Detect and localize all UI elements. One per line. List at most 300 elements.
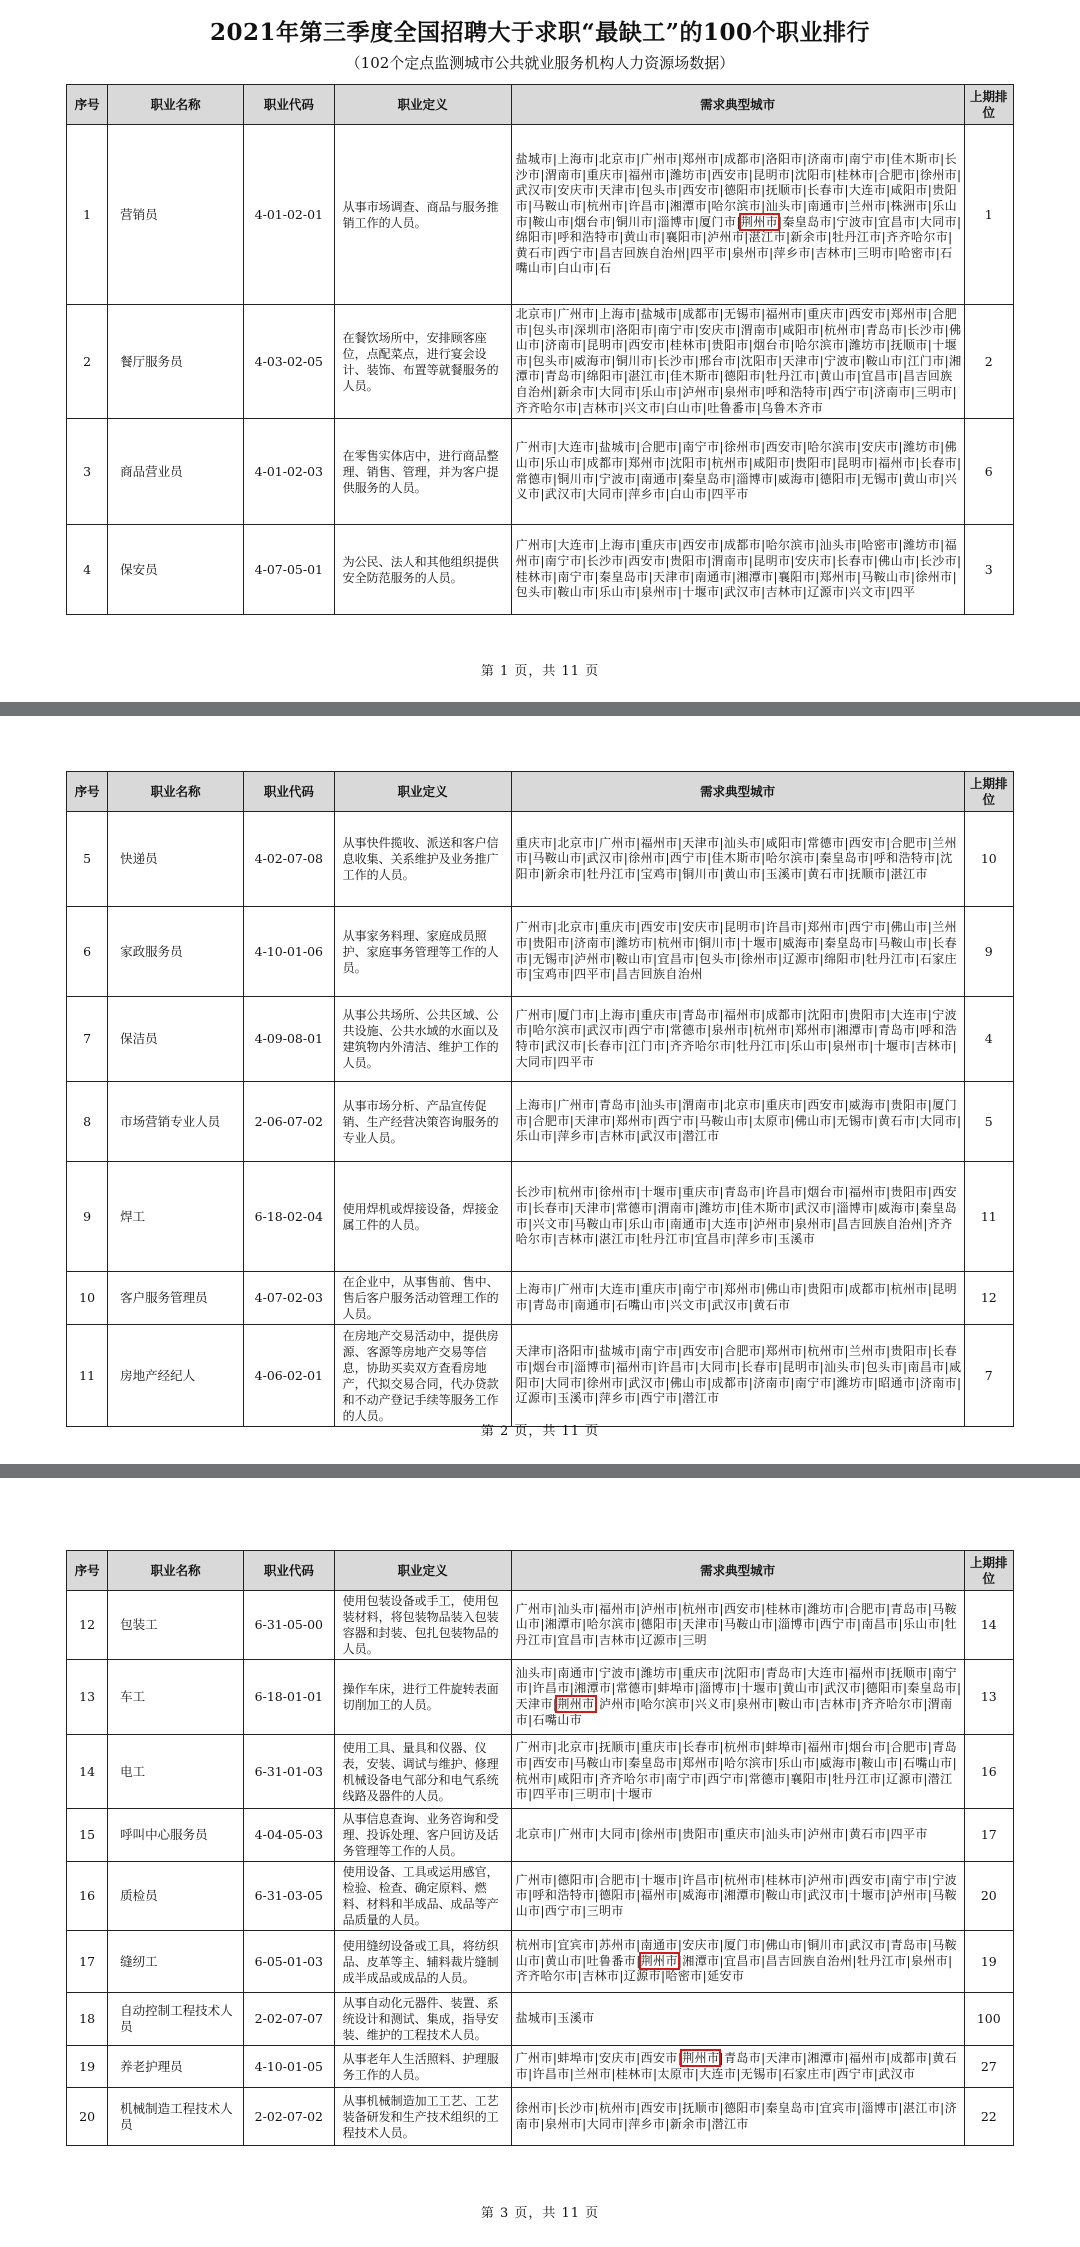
demand-cities: 广州市|北京市|抚顺市|重庆市|长春市|杭州市|蚌埠市|福州市|烟台市|合肥市|青岛市|西安市|马鞍山市|秦皇岛市|郑州市|哈尔滨市|乐山市|威海市|鞍山市|石嘴山市|杭州市|咸阳市|齐齐哈尔市|南宁市|西宁市|常德市|襄阳市|牡丹江市|辽源市|潜江市|四平市|三明市|十堰市 — [511, 1735, 964, 1809]
city-name: 贵阳市 — [890, 1344, 928, 1359]
city-name: 济南市 — [753, 1375, 791, 1390]
city-name: 南通市 — [694, 569, 732, 584]
demand-cities: 北京市|广州市|大同市|徐州市|贵阳市|重庆市|汕头市|泸州市|黄石市|四平市 — [511, 1809, 964, 1862]
city-name: 马鞍山市 — [532, 198, 583, 213]
city-name: 萍乡市 — [736, 1232, 774, 1247]
city-name: 青岛市 — [532, 1298, 570, 1312]
row-number: 8 — [67, 1082, 108, 1162]
city-name: 青岛市 — [765, 1665, 803, 1680]
city-name: 牡丹江市 — [865, 951, 916, 966]
row-number: 19 — [67, 2046, 108, 2088]
city-name: 佳木斯市 — [669, 369, 720, 384]
city-name: 抚顺市 — [890, 1665, 928, 1680]
previous-rank: 19 — [964, 1931, 1013, 1993]
city-name: 呼和浩特市 — [873, 851, 936, 866]
city-name: 秦皇岛市 — [515, 1200, 958, 1231]
city-name: 南宁市 — [557, 569, 595, 584]
city-name: 天津市 — [574, 1200, 612, 1215]
row-number: 2 — [67, 305, 108, 419]
city-name: 成都市 — [711, 1375, 749, 1390]
table-row — [67, 907, 1014, 997]
city-name: 淄博市 — [699, 1681, 737, 1696]
city-name: 长春市 — [532, 1200, 570, 1215]
city-name: 淄博市 — [836, 1200, 874, 1215]
city-name: 长沙市 — [515, 152, 958, 182]
city-name: 广州市 — [515, 440, 553, 455]
city-name: 渭南市 — [657, 1200, 695, 1215]
city-name: 鞍山市 — [778, 1697, 816, 1711]
city-name: 佛山市 — [765, 1282, 803, 1297]
city-name: 上海市 — [515, 1282, 553, 1297]
previous-rank: 7 — [964, 1325, 1013, 1427]
city-name: 福州市 — [765, 307, 803, 321]
city-name: 咸阳市 — [557, 1771, 595, 1786]
city-name: 泸州市 — [682, 384, 720, 399]
highlighted-city: 荆州市 — [557, 1697, 595, 1711]
table-header-row — [67, 85, 1014, 125]
city-name: 呼和浩特市 — [532, 1888, 595, 1903]
city-name: 鞍山市 — [532, 214, 570, 229]
city-name: 南通市 — [640, 1938, 678, 1953]
city-name: 西安市 — [640, 2050, 678, 2065]
document-page-1 — [0, 0, 1080, 700]
city-name: 洛阳市 — [557, 1344, 595, 1359]
city-name: 天津市 — [682, 835, 720, 850]
occupation-code: 6-18-01-01 — [244, 1660, 335, 1735]
ranking-table-page-3 — [66, 1550, 1014, 2146]
city-name: 泉州市 — [736, 1697, 774, 1711]
city-name: 马鞍山市 — [515, 1888, 958, 1918]
city-name: 宜昌市 — [557, 1632, 595, 1647]
demand-cities: 广州市|德阳市|合肥市|十堰市|许昌市|杭州市|桂林市|泸州市|西安市|南宁市|宁波市|呼和浩特市|德阳市|福州市|威海市|湘潭市|鞍山市|武汉市|十堰市|泸州市|马鞍山市|西宁市|三明市 — [511, 1862, 964, 1931]
city-name: 武汉市 — [824, 1681, 862, 1696]
city-name: 长春市 — [515, 935, 958, 966]
city-name: 常德市 — [615, 1200, 654, 1215]
city-name: 南通市 — [557, 1665, 595, 1680]
city-name: 十堰市 — [640, 1872, 678, 1887]
city-name: 厦门市 — [723, 1938, 762, 1953]
city-name: 江门市 — [907, 353, 945, 368]
city-name: 泸州市 — [574, 951, 612, 966]
city-name: 吉林市 — [582, 400, 620, 415]
city-name: 西安市 — [628, 554, 666, 569]
ranking-table-page-2 — [66, 771, 1014, 1427]
city-name: 铜川市 — [615, 353, 654, 368]
city-name: 鞍山市 — [615, 951, 654, 966]
previous-rank: 11 — [964, 1162, 1013, 1272]
city-name: 兰州市 — [574, 2066, 612, 2081]
city-name: 北京市 — [515, 1827, 553, 1842]
city-name: 齐齐哈尔市 — [515, 1969, 578, 1984]
city-name: 哈尔滨市 — [794, 338, 845, 353]
city-name: 黄山市 — [623, 230, 661, 245]
city-name: 杭州市 — [515, 1771, 553, 1786]
row-number: 5 — [67, 812, 108, 907]
city-name: 成都市 — [586, 456, 624, 471]
city-name: 蚌埠市 — [557, 2050, 595, 2065]
demand-cities: 徐州市|长沙市|杭州市|西安市|抚顺市|德阳市|秦皇岛市|宜宾市|淄博市|湛江市|济南市|泉州市|大同市|萍乡市|新余市|潜江市 — [511, 2088, 964, 2146]
previous-rank: 17 — [964, 1809, 1013, 1862]
city-name: 烟台市 — [574, 214, 612, 229]
city-name: 德阳市 — [598, 1888, 637, 1903]
city-name: 淄博市 — [736, 471, 774, 486]
city-name: 玉溪市 — [557, 2011, 595, 2026]
city-name: 湘潭市 — [544, 1617, 583, 1632]
city-name: 郑州市 — [807, 920, 845, 935]
city-name: 佛山市 — [765, 1938, 803, 1953]
city-name: 佳木斯市 — [711, 851, 762, 866]
occupation-name: 保洁员 — [108, 997, 244, 1082]
city-name: 咸阳市 — [753, 456, 791, 471]
city-name: 江门市 — [628, 1039, 666, 1053]
city-name: 威海市 — [682, 1888, 720, 1903]
city-name: 延安市 — [707, 1969, 745, 1984]
row-number: 6 — [67, 907, 108, 997]
city-name: 佛山市 — [515, 322, 962, 353]
city-name: 石嘴山市 — [615, 1298, 666, 1312]
city-name: 黄山市 — [544, 1953, 583, 1968]
previous-rank: 2 — [964, 305, 1013, 419]
city-name: 合肥市 — [640, 440, 678, 455]
occupation-name: 缝纫工 — [108, 1931, 244, 1993]
city-name: 无锡市 — [861, 471, 899, 486]
city-name: 淄博市 — [861, 2100, 899, 2115]
city-name: 潍坊市 — [699, 1200, 737, 1215]
city-name: 南宁市 — [665, 1771, 703, 1786]
occupation-code: 4-01-02-03 — [244, 419, 335, 525]
city-name: 西安市 — [711, 167, 749, 182]
demand-cities: 广州市|大连市|盐城市|合肥市|南宁市|徐州市|西安市|哈尔滨市|安庆市|潍坊市|佛山市|乐山市|成都市|郑州市|沈阳市|杭州市|咸阳市|贵阳市|昆明市|福州市|长春市|常德市|铜川市|宁波市|南通市|秦皇岛市|淄博市|威海市|德阳市|无锡市|黄山市|兴义市|武汉市|大同市|萍乡市|白山市|四平市 — [511, 419, 964, 525]
city-name: 哈尔滨市 — [765, 851, 816, 866]
occupation-definition: 从事老年人生活照料、护理服务工作的人员。 — [334, 2046, 511, 2088]
city-name: 四平 — [890, 585, 916, 600]
city-name: 新余市 — [790, 230, 828, 245]
city-name: 玉溪市 — [778, 1232, 816, 1247]
city-name: 杭州市 — [586, 198, 624, 213]
city-name: 绵阳市 — [824, 951, 862, 966]
city-name: 抚顺市 — [890, 338, 928, 353]
city-name: 杭州市 — [723, 1740, 762, 1755]
city-name: 杭州市 — [598, 2100, 637, 2115]
city-name: 贵阳市 — [682, 1827, 720, 1842]
city-name: 萍乡市 — [628, 2116, 666, 2131]
city-name: 北京市 — [557, 1740, 595, 1755]
city-name: 徐州市 — [915, 569, 953, 584]
city-name: 铜川市 — [807, 1938, 845, 1953]
city-name: 桂林市 — [615, 2066, 654, 2081]
city-name: 吉林市 — [557, 1232, 595, 1247]
occupation-name: 餐厅服务员 — [108, 305, 244, 419]
occupation-name: 电工 — [108, 1735, 244, 1809]
city-name: 泉州市 — [723, 384, 762, 399]
city-name: 湛江市 — [598, 1232, 637, 1247]
occupation-name: 房地产经纪人 — [108, 1325, 244, 1427]
city-name: 贵阳市 — [711, 338, 749, 353]
row-number: 17 — [67, 1931, 108, 1993]
table-row — [67, 1660, 1014, 1735]
city-name: 无锡市 — [836, 1113, 874, 1128]
city-name: 福州市 — [515, 538, 958, 569]
city-name: 郑州市 — [765, 1344, 803, 1359]
city-name: 昆明市 — [515, 1282, 958, 1312]
city-name: 杭州市 — [515, 1938, 553, 1953]
city-name: 武汉市 — [515, 183, 553, 198]
table-row — [67, 305, 1014, 419]
city-name: 西宁市 — [628, 1023, 666, 1038]
table-row — [67, 1082, 1014, 1162]
city-name: 萍乡市 — [628, 487, 666, 502]
city-name: 济南市 — [544, 338, 583, 353]
city-name: 天津市 — [653, 569, 691, 584]
city-name: 昌吉回族自治州 — [836, 1216, 924, 1231]
city-name: 南昌市 — [861, 1617, 899, 1632]
city-name: 重庆市 — [640, 1282, 678, 1297]
city-name: 北京市 — [598, 152, 637, 167]
city-name: 齐齐哈尔市 — [669, 1039, 732, 1053]
city-name: 宁波市 — [824, 353, 862, 368]
city-name: 四平市 — [711, 487, 749, 502]
city-name: 大同市 — [598, 1827, 637, 1842]
city-name: 湛江市 — [890, 866, 928, 881]
city-name: 青岛市 — [723, 1185, 762, 1200]
document-page-3 — [0, 1478, 1080, 2247]
city-name: 玉溪市 — [557, 1391, 595, 1406]
city-name: 汕头市 — [765, 1827, 803, 1842]
city-name: 德阳市 — [723, 183, 762, 198]
city-name: 大同市 — [515, 1054, 553, 1069]
city-name: 重庆市 — [723, 1827, 762, 1842]
city-name: 马鞍山市 — [532, 851, 583, 866]
city-name: 蚌埠市 — [657, 1681, 695, 1696]
city-name: 三明市 — [915, 384, 953, 399]
city-name: 南宁市 — [890, 1872, 928, 1887]
city-name: 吐鲁番市 — [586, 1953, 637, 1968]
city-name: 上海市 — [515, 1098, 553, 1113]
city-name: 辽源市 — [623, 1969, 661, 1984]
city-name: 桂林市 — [669, 338, 708, 353]
city-name: 湘潭市 — [723, 1888, 762, 1903]
city-name: 黄石市 — [515, 245, 553, 260]
city-name: 广州市 — [557, 1098, 595, 1113]
city-name: 武汉市 — [586, 851, 624, 866]
city-name: 大同市 — [598, 384, 637, 399]
city-name: 大连市 — [890, 1007, 928, 1022]
city-name: 大连市 — [807, 1665, 845, 1680]
city-name: 徐州市 — [515, 2100, 553, 2115]
city-name: 青岛市 — [682, 1007, 720, 1022]
city-name: 常德市 — [748, 1771, 786, 1786]
city-name: 齐齐哈尔市 — [886, 230, 949, 245]
city-name: 泸州市 — [890, 1888, 928, 1903]
previous-rank: 9 — [964, 907, 1013, 997]
city-name: 南昌市 — [907, 1359, 945, 1374]
city-name: 苏州市 — [598, 1938, 637, 1953]
occupation-name: 营销员 — [108, 125, 244, 305]
demand-cities: 广州市|蚌埠市|安庆市|西安市|荆州市|青岛市|天津市|湘潭市|福州市|成都市|黄石市|许昌市|兰州市|桂林市|太原市|大连市|无锡市|石家庄市|西宁市|武汉市 — [511, 2046, 964, 2088]
city-name: 杭州市 — [682, 1601, 720, 1616]
city-name: 黄石市 — [515, 2050, 958, 2081]
city-name: 兰州市 — [515, 920, 958, 950]
city-name: 潍坊市 — [848, 338, 887, 353]
demand-cities: 广州市|大连市|上海市|重庆市|西安市|成都市|哈尔滨市|汕头市|哈密市|潍坊市|福州市|南宁市|长沙市|西安市|贵阳市|渭南市|昆明市|安庆市|长春市|佛山市|长沙市|桂林市|南宁市|秦皇岛市|天津市|南通市|湘潭市|襄阳市|郑州市|马鞍山市|徐州市|包头市|鞍山市|乐山市|泉州市|十堰市|武汉市|吉林市|辽源市|兴文市|四平 — [511, 525, 964, 615]
city-name: 潍坊市 — [836, 1375, 874, 1390]
city-name: 德阳市 — [723, 2100, 762, 2115]
city-name: 福州市 — [723, 1007, 762, 1022]
city-name: 四平市 — [557, 1054, 595, 1069]
occupation-name: 家政服务员 — [108, 907, 244, 997]
row-number: 18 — [67, 1993, 108, 2046]
city-name: 哈尔滨市 — [640, 1697, 691, 1711]
city-name: 南宁市 — [640, 1344, 678, 1359]
city-name: 徐州市 — [723, 440, 762, 455]
city-name: 烟台市 — [807, 1185, 845, 1200]
row-number: 15 — [67, 1809, 108, 1862]
occupation-name: 保安员 — [108, 525, 244, 615]
city-name: 南通市 — [640, 471, 678, 486]
occupation-code: 6-05-01-03 — [244, 1931, 335, 1993]
city-name: 无锡市 — [532, 951, 570, 966]
city-name: 许昌市 — [765, 1185, 803, 1200]
city-name: 武汉市 — [628, 1375, 666, 1390]
city-name: 泉州市 — [544, 2116, 583, 2131]
city-name: 牡丹江市 — [515, 1617, 958, 1647]
city-name: 济南市 — [807, 152, 845, 167]
city-name: 青岛市 — [515, 1740, 958, 1770]
city-name: 烟台市 — [753, 338, 791, 353]
city-name: 宁波市 — [836, 214, 874, 229]
city-name: 牡丹江市 — [640, 1232, 691, 1247]
occupation-name: 自动控制工程技术人员 — [108, 1993, 244, 2046]
city-name: 马鞍山市 — [723, 1617, 774, 1632]
previous-rank: 3 — [964, 525, 1013, 615]
city-name: 十堰市 — [640, 1185, 678, 1200]
city-name: 十堰市 — [682, 585, 720, 600]
city-name: 秦皇岛市 — [765, 2100, 816, 2115]
city-name: 咸阳市 — [765, 835, 803, 850]
city-name: 贵阳市 — [515, 183, 958, 213]
seq-header: 序号 — [67, 1551, 108, 1591]
city-name: 武汉市 — [586, 1023, 624, 1038]
city-name: 湘潭市 — [736, 569, 774, 584]
city-name: 潍坊市 — [669, 167, 708, 182]
city-name: 北京市 — [557, 835, 595, 850]
city-name: 襄阳市 — [778, 569, 816, 584]
city-name: 福州市 — [848, 1665, 887, 1680]
city-name: 西安市 — [640, 920, 678, 935]
city-name: 重庆市 — [515, 835, 553, 850]
city-name: 贵阳市 — [890, 1098, 928, 1113]
cities-header: 需求典型城市 — [511, 1551, 964, 1591]
city-name: 吉林市 — [598, 1632, 637, 1647]
city-name: 成都市 — [848, 1282, 887, 1297]
city-name: 安庆市 — [557, 183, 595, 198]
city-name: 哈密市 — [861, 538, 899, 553]
city-name: 宁波市 — [598, 1665, 637, 1680]
city-name: 徐州市 — [919, 167, 958, 182]
occupation-name: 质检员 — [108, 1862, 244, 1931]
city-name: 淄博市 — [657, 214, 695, 229]
city-name: 吉林市 — [815, 245, 853, 260]
city-name: 蚌埠市 — [765, 1740, 803, 1755]
city-name: 哈尔滨市 — [765, 538, 816, 553]
table-row — [67, 1162, 1014, 1272]
occupation-code: 6-31-03-05 — [244, 1862, 335, 1931]
city-name: 马鞍山市 — [515, 1601, 958, 1632]
city-name: 许昌市 — [682, 1872, 720, 1887]
city-name: 贵阳市 — [848, 1007, 887, 1022]
city-name: 马鞍山市 — [699, 1113, 749, 1128]
city-name: 兴文市 — [848, 585, 887, 600]
city-name: 重庆市 — [640, 538, 678, 553]
city-name: 青岛市 — [865, 322, 903, 337]
city-name: 佳木斯市 — [740, 1200, 791, 1215]
occupation-definition: 使用缝纫设备或工具，将纺织品、皮革等主、辅料裁片缝制成半成品或成品的人员。 — [334, 1931, 511, 1993]
city-name: 乐山市 — [598, 585, 637, 600]
city-name: 鞍山市 — [861, 1755, 899, 1770]
table-row — [67, 1931, 1014, 1993]
highlighted-city: 荆州市 — [640, 1953, 678, 1968]
table-row — [67, 1735, 1014, 1809]
city-name: 常德市 — [515, 471, 553, 486]
occupation-code: 4-07-05-01 — [244, 525, 335, 615]
city-name: 广州市 — [515, 538, 553, 553]
city-name: 十堰市 — [740, 935, 778, 950]
city-name: 昆明市 — [586, 338, 624, 353]
city-name: 铜川市 — [557, 471, 595, 486]
city-name: 济南市 — [515, 2100, 958, 2131]
city-name: 包头市 — [515, 585, 553, 600]
city-name: 三明 — [682, 1632, 708, 1647]
occupation-definition: 从事家务料理、家庭成员照护、家庭事务管理等工作的人员。 — [334, 907, 511, 997]
city-name: 青岛市 — [878, 1023, 916, 1038]
city-name: 桂林市 — [765, 1872, 803, 1887]
city-name: 大同市 — [544, 1375, 583, 1390]
city-name: 萍乡市 — [773, 245, 811, 260]
city-name: 宜宾市 — [557, 1938, 595, 1953]
city-name: 安庆市 — [682, 920, 720, 935]
city-name: 乌鲁木齐市 — [761, 400, 824, 415]
city-name: 西宁市 — [707, 1771, 745, 1786]
city-name: 咸阳市 — [782, 322, 820, 337]
table-row — [67, 1862, 1014, 1931]
city-name: 郑州市 — [794, 1023, 833, 1038]
city-name: 西安市 — [682, 538, 720, 553]
city-name: 乐山市 — [628, 1216, 666, 1231]
rank-header: 上期排位 — [964, 85, 1013, 125]
occupation-code: 4-10-01-05 — [244, 2046, 335, 2088]
city-name: 杭州市 — [711, 456, 749, 471]
city-name: 三明市 — [574, 1787, 612, 1802]
city-name: 秦皇岛市 — [628, 1755, 678, 1770]
document-subtitle: （102个定点监测城市公共就业服务机构人力资源场数据） — [345, 54, 735, 72]
previous-rank: 16 — [964, 1735, 1013, 1809]
city-name: 长沙市 — [657, 353, 695, 368]
city-name: 淄博市 — [574, 1359, 612, 1374]
previous-rank: 10 — [964, 812, 1013, 907]
city-name: 泸州市 — [598, 1697, 637, 1711]
city-name: 郑州市 — [615, 1113, 654, 1128]
city-name: 乐山市 — [778, 1755, 816, 1770]
table-row — [67, 525, 1014, 615]
previous-rank: 100 — [964, 1993, 1013, 2046]
row-number: 1 — [67, 125, 108, 305]
city-name: 成都市 — [723, 152, 762, 167]
city-name: 昆明市 — [753, 554, 791, 569]
city-name: 徐州市 — [640, 1827, 678, 1842]
city-name: 贵阳市 — [532, 935, 570, 950]
city-name: 南通市 — [669, 1216, 708, 1231]
row-number: 20 — [67, 2088, 108, 2146]
